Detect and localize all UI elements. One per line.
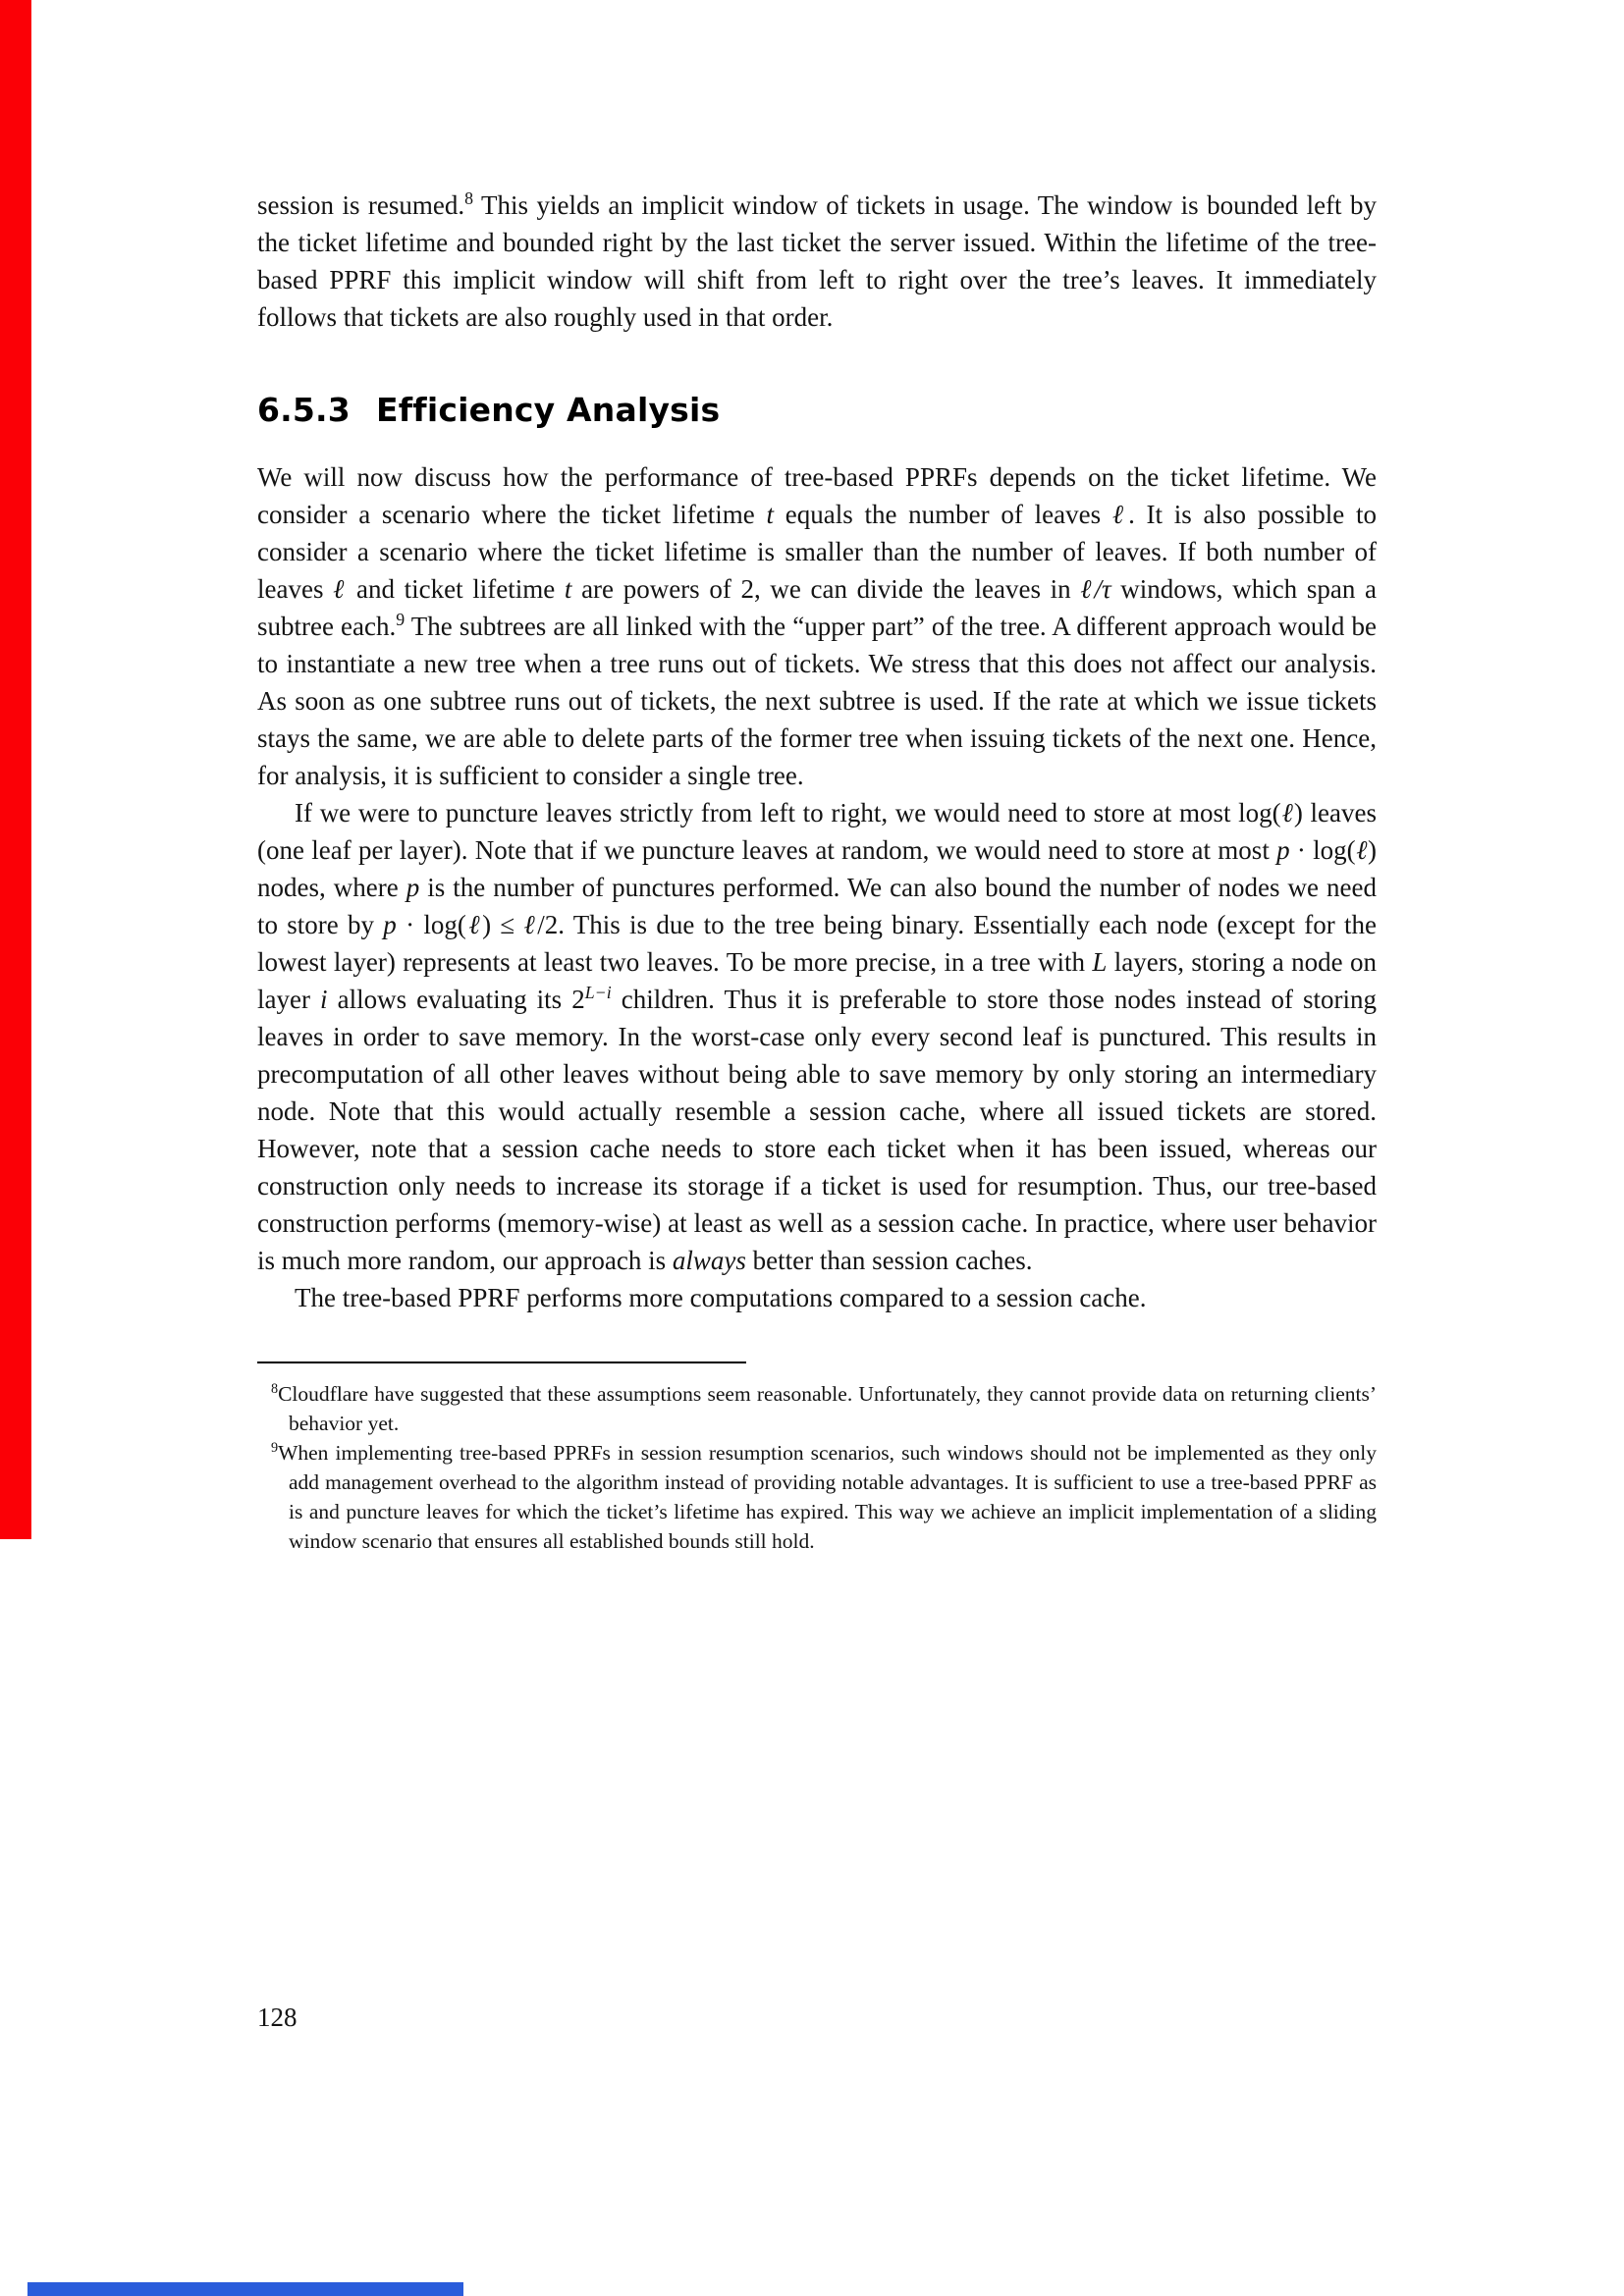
paragraph-efficiency-intro: We will now discuss how the performance of tree-based PPRFs depends on the ticket lifetime. We consider a scenario where the ticket lifetime t equals the number of leaves ℓ. It is also possible to consider a scenario where the ticket lifetime is smaller than the number of leaves. If both number of leaves ℓ and ticket lifetime t are powers of 2, we can divide the leaves in ℓ/τ windows, which span a subtree each.$^9$ The subtrees are all linked with the “upper part” of the tree. A different approach would be to instantiate a new tree when a tree runs out of tickets. We stress that this does not affect our analysis. As soon as one subtree runs out of tickets, the next subtree is used. If the rate at which we issue tickets stays the same, we are able to delete parts of the former tree when issuing tickets of the next one. Hence, for analysis, it is sufficient to consider a single tree. bbox=[257, 462, 1378, 790]
section-number: 6.5.3 bbox=[257, 391, 351, 429]
page-content bbox=[257, 187, 1377, 1556]
paragraph-puncture-analysis: If we were to puncture leaves strictly from left to right, we would need to store at most log(ℓ) leaves (one leaf per layer). Note that if we puncture leaves at random, we would need to store at most p · log(ℓ) nodes, where p is the number of punctures performed. We can also bound the number of nodes we need to store by p · log(ℓ) ≤ ℓ/2. This is due to the tree being binary. Essentially each node (except for the lowest layer) represents at least two leaves. To be more precise, in a tree with L layers, storing a node on layer i allows evaluating its $2^{L-i}$ children. Thus it is preferable to store those nodes instead of storing leaves in order to save memory. In the worst-case only every second leaf is punctured. This results in precomputation of all other leaves without being able to save memory by only storing an intermediary node. Note that this would actually resemble a session cache, where all issued tickets are stored. However, note that a session cache needs to store each ticket when it has been issued, whereas our construction only needs to increase its storage if a ticket is used for resumption. Thus, our tree-based construction performs (memory-wise) at least as well as a session cache. In practice, where user behavior is much more random, our approach is always better than session caches. bbox=[257, 798, 1378, 1275]
footnote-rule bbox=[257, 1362, 746, 1363]
section-heading bbox=[257, 391, 1377, 429]
paragraph-computations: The tree-based PPRF performs more computations compared to a session cache. bbox=[295, 1283, 1147, 1312]
footnote-8: $^8$Cloudflare have suggested that these assumptions seem reasonable. Unfortunately, they cannot provide data on returning clients’ behavior yet. bbox=[271, 1381, 1377, 1435]
paragraph-session-resumed: session is resumed.$^8$ This yields an implicit window of tickets in usage. The window is bounded left by the ticket lifetime and bounded right by the last ticket the server issued. Within the lifetime of the tree-based PPRF this implicit window will shift from left to right over the tree’s leaves. It immediately follows that tickets are also roughly used in that order. bbox=[257, 188, 1378, 332]
footnotes bbox=[257, 1379, 1377, 1556]
blue-bottom-bar bbox=[27, 2282, 463, 2296]
red-margin-bar bbox=[0, 0, 31, 1539]
footnote-9: $^9$When implementing tree-based PPRFs in session resumption scenarios, such windows should not be implemented as they only add management overhead to the algorithm instead of providing notable advantages. It is sufficient to use a tree-based PPRF as is and puncture leaves for which the ticket’s lifetime has expired. This way we achieve an implicit implementation of a sliding window scenario that ensures all established bounds still hold. bbox=[271, 1440, 1377, 1553]
page-number: 128 bbox=[257, 2002, 298, 2032]
section-title: Efficiency Analysis bbox=[375, 391, 721, 429]
